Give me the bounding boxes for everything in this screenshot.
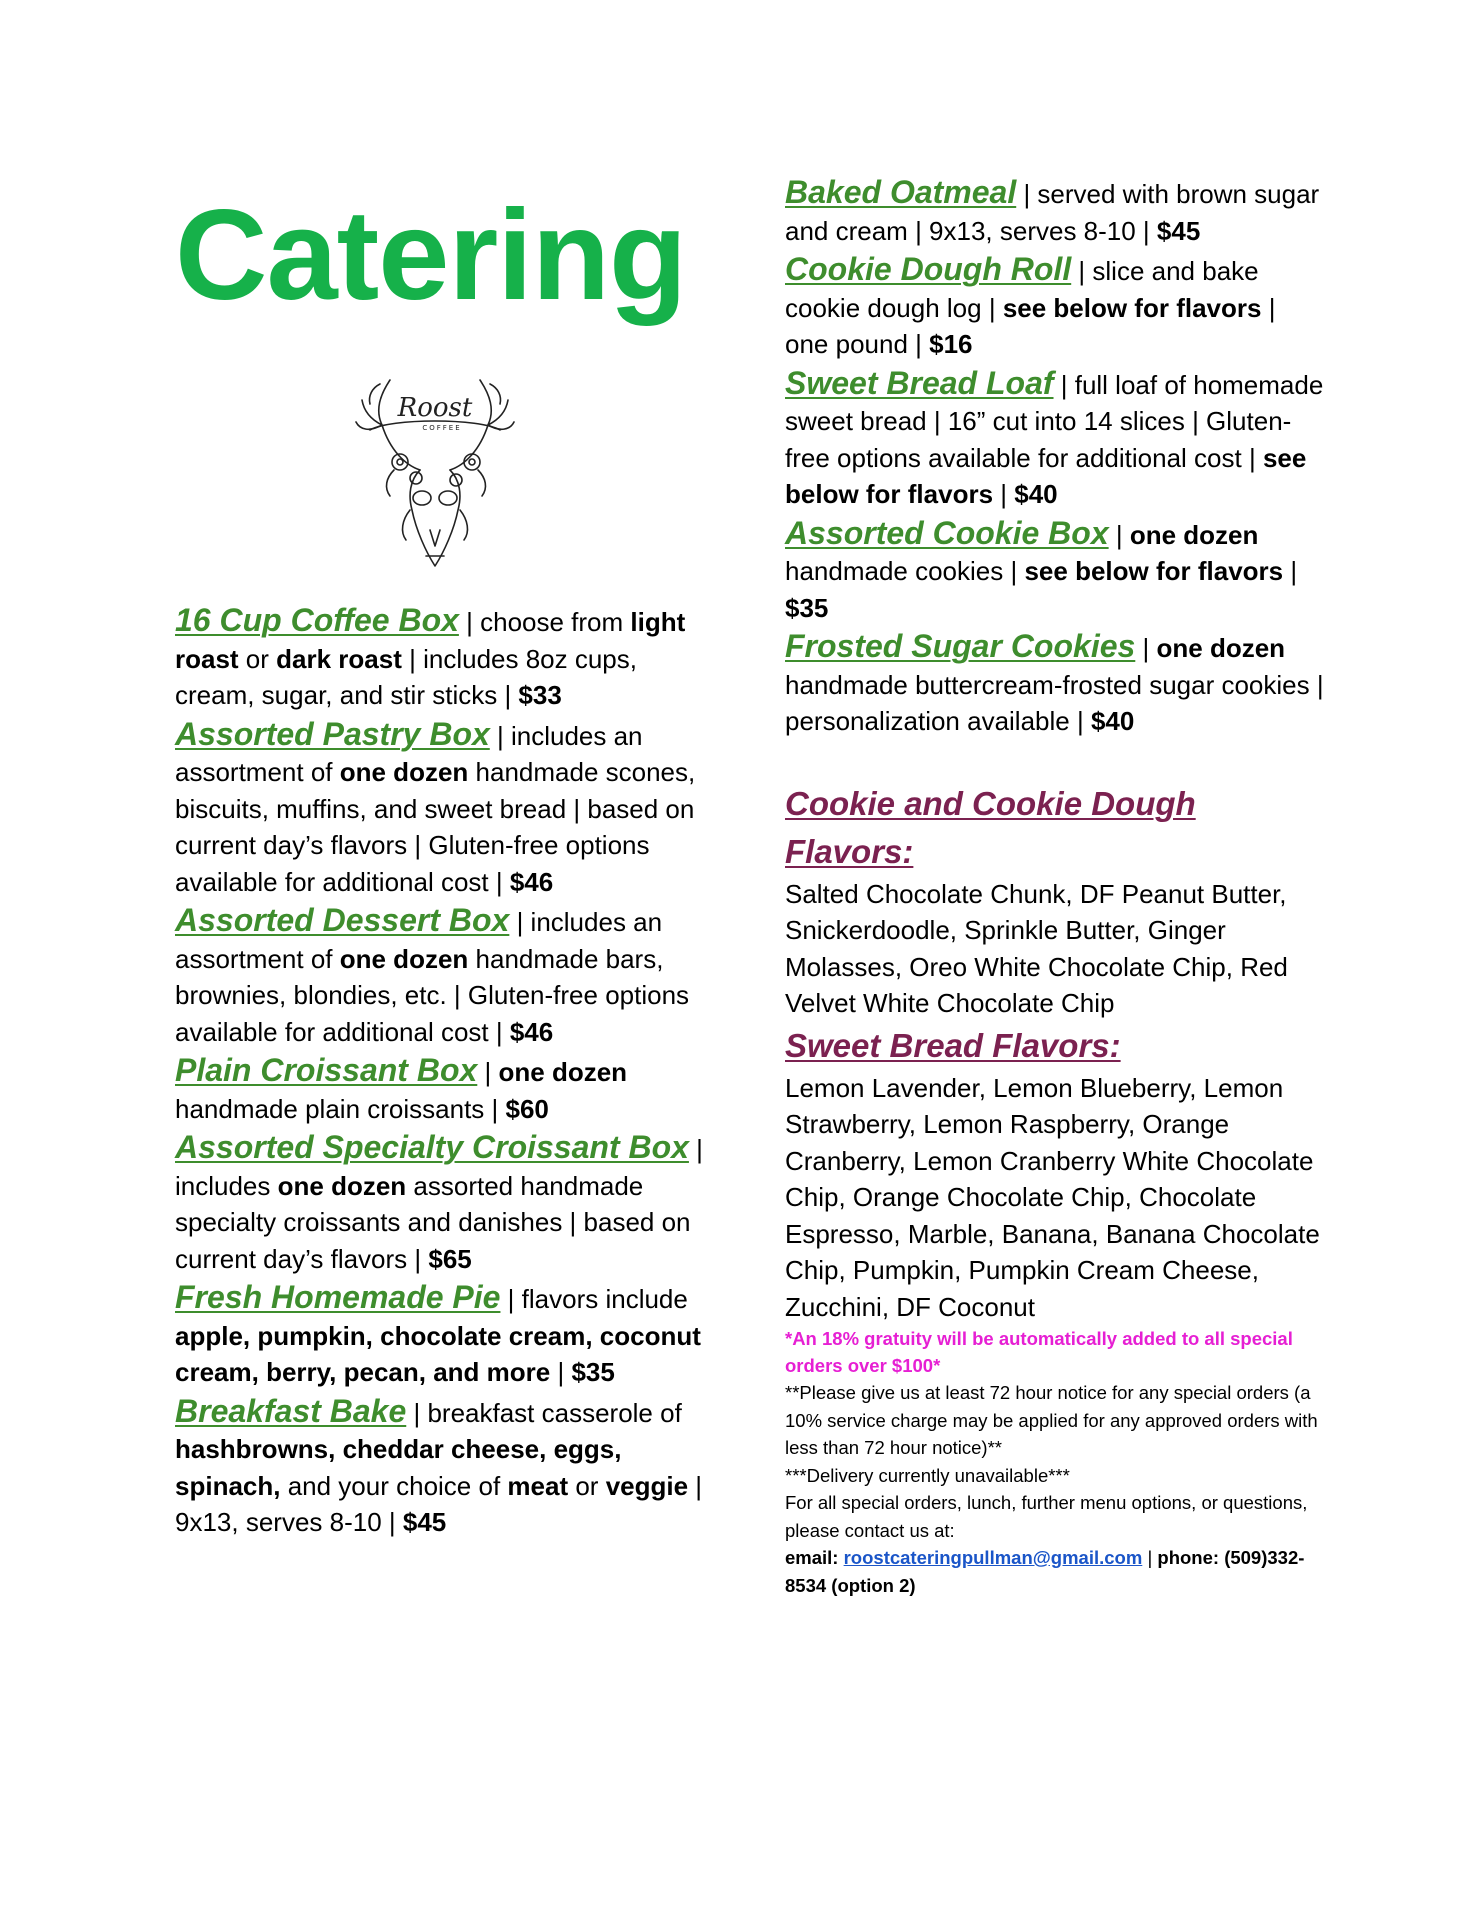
email-label: email: (785, 1547, 839, 1568)
contact-intro: For all special orders, lunch, further menu options, or questions, please contact us at: (785, 1492, 1308, 1541)
menu-item-text: | (1135, 633, 1157, 663)
menu-item-name: Baked Oatmeal (785, 174, 1017, 210)
menu-item (175, 600, 715, 714)
sweet-bread-flavors-list: Lemon Lavender, Lemon Blueberry, Lemon Strawberry, Lemon Raspberry, Orange Cranberry, Lemon Cranberry White Chocolate Chip, Orange Chocolate Chip, Chocolate Espresso, Marble, Banana, Banana Chocolate Chip, Pumpkin, Pumpkin Cream Cheese, Zucchini, DF Coconut (785, 1072, 1320, 1322)
menu-item-emphasis: $33 (518, 680, 562, 710)
menu-item-emphasis: apple, pumpkin, chocolate cream, coconut cream, berry, pecan, and more (175, 1320, 701, 1387)
menu-item-text: | choose from (458, 607, 631, 637)
menu-item-text: | (1283, 556, 1298, 586)
menu-item-text: | includes 8oz cups, cream, sugar, and stir sticks | (175, 643, 637, 710)
notice-note: **Please give us at least 72 hour notice for any special orders (a 10% service charge may be applied for any approved orders with less than 72 hour notice)** (785, 1382, 1318, 1458)
menu-item (175, 1277, 715, 1391)
menu-item-text: handmade cookies | (785, 556, 1025, 586)
sweet-bread-flavors-heading: Sweet Bread Flavors: (785, 1026, 1121, 1064)
contact-line (785, 1544, 1325, 1599)
right-menu-column (785, 172, 1325, 1599)
menu-item (175, 1127, 715, 1277)
menu-item-name: Breakfast Bake (175, 1392, 407, 1429)
menu-item-emphasis: $46 (509, 1016, 554, 1047)
menu-item-name: Assorted Specialty Croissant Box (175, 1129, 689, 1165)
contact-separator: | (1147, 1547, 1153, 1568)
menu-item-text: or (568, 1470, 606, 1501)
right-menu-items (785, 172, 1325, 740)
menu-item-emphasis: $60 (505, 1093, 549, 1124)
menu-item-text: | (550, 1357, 572, 1387)
menu-item-text: | 9x13, serves 8-10 | (175, 1470, 703, 1537)
menu-item-name: Assorted Cookie Box (785, 514, 1109, 551)
menu-item-emphasis: one dozen (1156, 633, 1286, 663)
menu-item-emphasis: $40 (1090, 706, 1135, 736)
menu-item-emphasis: light roast (175, 607, 686, 674)
menu-item-text: and your choice of (280, 1470, 508, 1501)
menu-item (785, 513, 1325, 627)
menu-item-emphasis: $40 (1014, 479, 1058, 509)
menu-item-emphasis: see below for flavors (1024, 556, 1284, 586)
menu-item-emphasis: $16 (929, 329, 973, 359)
menu-item-emphasis: one dozen (277, 1170, 407, 1201)
menu-item-text: | includes an assortment of (175, 907, 663, 974)
menu-item-text: assorted handmade specialty croissants and danishes | based on current day’s flavors | (175, 1170, 691, 1274)
menu-item-name: Assorted Dessert Box (175, 902, 510, 938)
menu-item-emphasis: veggie (605, 1470, 689, 1501)
menu-item (175, 714, 715, 901)
menu-item (175, 1050, 715, 1127)
menu-item (785, 172, 1325, 249)
menu-item-text: handmade buttercream-frosted sugar cookies | personalization available | (785, 669, 1324, 736)
cookie-flavors-heading: Cookie and Cookie Dough Flavors: (785, 784, 1196, 870)
menu-item-name: Cookie Dough Roll (785, 251, 1072, 287)
menu-item-emphasis: $65 (428, 1243, 472, 1274)
menu-item-text: handmade bars, brownies, blondies, etc. | Gluten-free options available for additional cost | (175, 943, 690, 1047)
menu-item-text: | (993, 479, 1015, 509)
menu-item (785, 626, 1325, 740)
phone-number: (509)332-8534 (option 2) (785, 1547, 1305, 1596)
menu-item-text: | includes (175, 1134, 703, 1201)
menu-item-emphasis: one dozen (339, 943, 469, 974)
menu-item-emphasis: meat (507, 1470, 569, 1501)
menu-item-name: Assorted Pastry Box (175, 715, 490, 752)
menu-item-emphasis: $35 (571, 1357, 615, 1387)
menu-item-emphasis: one dozen (498, 1057, 628, 1087)
deer-skull-icon (350, 370, 520, 580)
menu-item-emphasis: $35 (785, 592, 829, 623)
menu-item-emphasis: see below for flavors (1002, 292, 1262, 323)
delivery-note: ***Delivery currently unavailable*** (785, 1464, 1070, 1486)
menu-item-emphasis: one dozen (339, 757, 469, 787)
email-link[interactable]: roostcateringpullman@gmail.com (843, 1547, 1143, 1568)
menu-item (785, 249, 1325, 363)
menu-item-text: | (477, 1057, 499, 1087)
gratuity-note: *An 18% gratuity will be automatically added to all special orders over $100* (785, 1328, 1293, 1376)
menu-item-emphasis: $45 (1156, 215, 1201, 246)
spacer (785, 740, 1325, 780)
menu-item-name: Fresh Homemade Pie (175, 1279, 501, 1315)
left-menu-column (175, 600, 715, 1541)
logo-wordmark: Roost (397, 393, 473, 423)
menu-item-text: | full loaf of homemade sweet bread | 16” cut into 14 slices | Gluten-free options available for additional cost | (785, 369, 1324, 473)
menu-item-text: | one pound | (785, 292, 1276, 359)
menu-item (785, 363, 1325, 513)
page-title: Catering (175, 184, 687, 327)
menu-item-name: 16 Cup Coffee Box (175, 602, 459, 638)
menu-item-text: | flavors include (500, 1284, 688, 1314)
menu-item-emphasis: see below for flavors (785, 442, 1307, 509)
menu-item-emphasis: dark roast (276, 643, 402, 674)
menu-item-text: | slice and bake cookie dough log | (785, 256, 1259, 323)
menu-item-emphasis: hashbrowns, cheddar cheese, eggs, spinach, (175, 1434, 622, 1501)
menu-item-emphasis: $46 (509, 866, 554, 897)
menu-item-text: | served with brown sugar and cream | 9x13, serves 8-10 | (785, 179, 1320, 246)
logo-subtitle: COFFEE (422, 424, 462, 432)
menu-item-text: or (238, 643, 277, 674)
cookie-flavors-list: Salted Chocolate Chunk, DF Peanut Butter, Snickerdoodle, Sprinkle Butter, Ginger Molasses, Oreo White Chocolate Chip, Red Velvet White Chocolate Chip (785, 878, 1288, 1018)
menu-item-text: | (1108, 519, 1130, 550)
menu-item-text: | breakfast casserole of (406, 1397, 682, 1428)
menu-item-name: Plain Croissant Box (175, 1052, 478, 1088)
menu-item (175, 900, 715, 1050)
menu-item-name: Sweet Bread Loaf (785, 364, 1054, 401)
menu-item-emphasis: $45 (402, 1507, 447, 1537)
menu-item-text: handmade plain croissants | (175, 1093, 506, 1124)
menu-item-text: | includes an assortment of (175, 720, 643, 787)
menu-item-emphasis: one dozen (1129, 519, 1259, 550)
menu-item-name: Frosted Sugar Cookies (785, 628, 1136, 664)
phone-label: phone: (1157, 1547, 1220, 1568)
menu-item (175, 1391, 715, 1541)
roost-coffee-logo (350, 370, 520, 580)
menu-item-text: handmade scones, biscuits, muffins, and sweet bread | based on current day’s flavors | Gluten-free options available for additional cost | (175, 757, 696, 897)
